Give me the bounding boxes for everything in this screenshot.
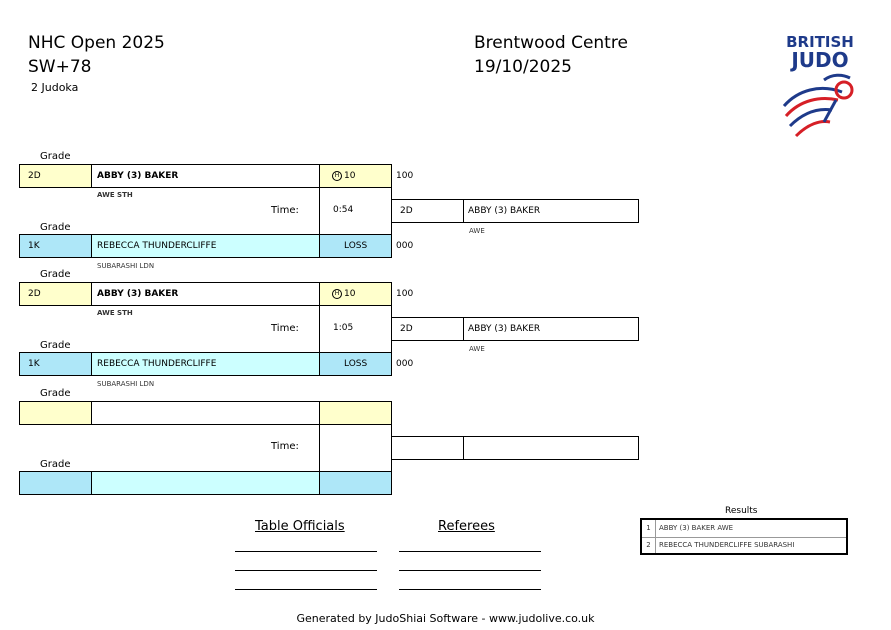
white-competitor-row <box>19 401 392 425</box>
results-row <box>642 538 846 553</box>
results-entry: REBECCA THUNDERCLIFFE SUBARASHI <box>659 541 795 549</box>
time-label: Time: <box>271 205 299 216</box>
winner-name: ABBY (3) BAKER <box>468 324 541 334</box>
results-row <box>642 520 846 538</box>
event-date: 19/10/2025 <box>474 57 572 77</box>
blue-grade <box>20 472 92 494</box>
blue-name: REBECCA THUNDERCLIFFE <box>92 353 320 375</box>
white-name: ABBY (3) BAKER <box>92 283 320 305</box>
results-title: Results <box>725 506 758 516</box>
white-grade: 2D <box>20 165 92 187</box>
blue-competitor-row <box>19 234 392 258</box>
results-table <box>640 518 848 555</box>
grade-label: Grade <box>40 151 71 162</box>
winner-grade <box>392 437 464 459</box>
blue-name <box>92 472 320 494</box>
white-result: H 10 <box>320 165 391 187</box>
white-grade: 2D <box>20 283 92 305</box>
match-time: 0:54 <box>333 205 354 215</box>
white-competitor-row <box>19 164 392 188</box>
signature-line <box>235 551 377 552</box>
blue-competitor-row <box>19 352 392 376</box>
ippon-icon: H <box>332 289 342 299</box>
results-rank: 2 <box>642 538 656 553</box>
table-officials-heading: Table Officials <box>255 519 345 534</box>
winner-grade: 2D <box>392 318 464 340</box>
time-label: Time: <box>271 441 299 452</box>
match-time: 1:05 <box>333 323 354 333</box>
footer-text: Generated by JudoShiai Software - www.judolive.co.uk <box>296 612 595 625</box>
white-club: AWE STH <box>97 191 133 199</box>
time-label: Time: <box>271 323 299 334</box>
signature-line <box>399 570 541 571</box>
blue-score: 000 <box>396 241 414 251</box>
white-grade <box>20 402 92 424</box>
tournament-title: NHC Open 2025 <box>28 33 165 53</box>
grade-label: Grade <box>40 340 71 351</box>
winner-name: ABBY (3) BAKER <box>468 206 541 216</box>
winner-grade: 2D <box>392 200 464 222</box>
blue-club: SUBARASHI LDN <box>97 380 155 388</box>
blue-result: LOSS <box>320 235 391 257</box>
signature-line <box>235 570 377 571</box>
ippon-icon: H <box>332 171 342 181</box>
blue-club: SUBARASHI LDN <box>97 262 155 270</box>
referees-heading: Referees <box>438 519 495 534</box>
white-score: 100 <box>396 171 414 181</box>
white-competitor-row <box>19 282 392 306</box>
blue-result: LOSS <box>320 353 391 375</box>
white-name: ABBY (3) BAKER <box>92 165 320 187</box>
winner-club: AWE <box>469 227 485 235</box>
white-name <box>92 402 320 424</box>
signature-line <box>235 589 377 590</box>
signature-line <box>399 589 541 590</box>
judoka-emblem-icon <box>780 70 860 142</box>
blue-competitor-row <box>19 471 392 495</box>
venue: Brentwood Centre <box>474 33 628 53</box>
blue-grade: 1K <box>20 235 92 257</box>
blue-name: REBECCA THUNDERCLIFFE <box>92 235 320 257</box>
weight-category: SW+78 <box>28 57 92 77</box>
white-result <box>320 402 391 424</box>
results-rank: 1 <box>642 520 656 537</box>
grade-label: Grade <box>40 269 71 280</box>
winner-box <box>391 317 639 341</box>
british-judo-logo: BRITISH JUDO <box>780 35 860 145</box>
winner-box <box>391 436 639 460</box>
blue-grade: 1K <box>20 353 92 375</box>
grade-label: Grade <box>40 388 71 399</box>
grade-label: Grade <box>40 459 71 470</box>
blue-result <box>320 472 391 494</box>
winner-box <box>391 199 639 223</box>
results-entry: ABBY (3) BAKER AWE <box>659 524 734 532</box>
blue-score: 000 <box>396 359 414 369</box>
winner-club: AWE <box>469 345 485 353</box>
white-score: 100 <box>396 289 414 299</box>
white-club: AWE STH <box>97 309 133 317</box>
grade-label: Grade <box>40 222 71 233</box>
signature-line <box>399 551 541 552</box>
judoka-count: 2 Judoka <box>31 81 79 94</box>
white-result: H 10 <box>320 283 391 305</box>
